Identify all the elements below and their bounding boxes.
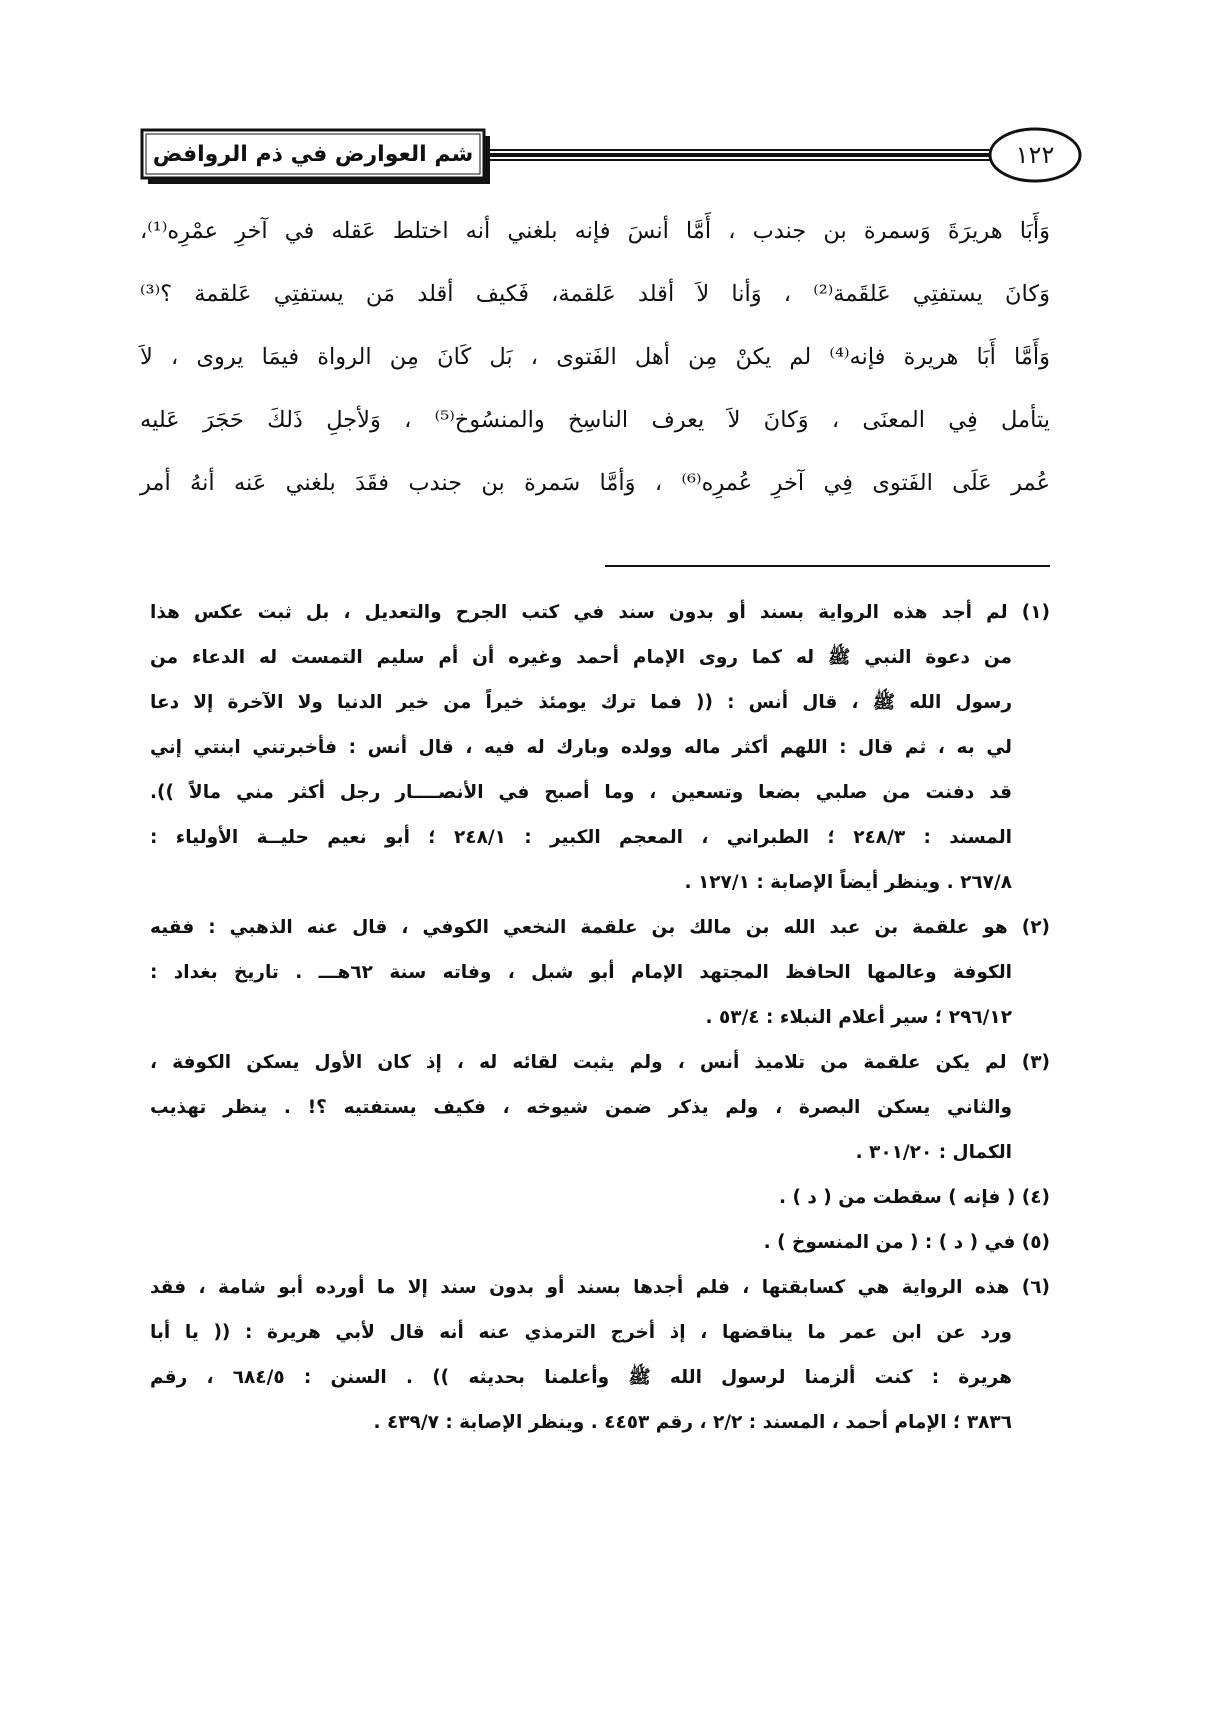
footnote-line (150, 1175, 1050, 1220)
footnote-line: رسول الله ﷺ ، قال أنس : (( فما ترك يومئذ خيراً من خير الدنيا ولا الآخرة إلا دعا (150, 692, 1012, 713)
main-text-line: وَأَبَا هريرَةَ وَسمرة بن جندب ، أَمَّا أنسَ فإنه بلغني أنه اختلط عَقله في آخرِ عمْرِه⁽¹⁾، (140, 218, 1050, 244)
footnote-line: الكمال : ٣٠١/٢٠ . (855, 1142, 1012, 1163)
footnote-line (150, 590, 1050, 635)
footnote-text: في ( د ) : ( من المنسوخ ) . (763, 1232, 1016, 1253)
main-text-line: عُمر عَلَى الفَتوى فِي آخرِ عُمرِه⁽⁶⁾ ، وَأمَّا سَمرة بن جندب فقَدَ بلغني عَنه أنهُ أمر (140, 470, 1050, 496)
main-text-line: يتأمل فِي المعنَى ، وَكانَ لاَ يعرف الناسِخ والمنسُوخ⁽⁵⁾ ، وَلأجلِ ذَلكَ حَجَرَ عَليه (140, 407, 1050, 433)
footnote-text: لم يكن علقمة من تلاميذ أنس ، ولم يثبت لقائه له ، إذ كان الأول يسكن الكوفة ، (150, 1052, 1007, 1073)
footnote-text: هو علقمة بن عبد الله بن مالك بن علقمة النخعي الكوفي ، قال عنه الذهبي : فقيه (150, 917, 1008, 938)
footnote-number: (١) (1021, 602, 1051, 623)
footnote-4 (150, 1175, 1050, 1220)
footnote-5 (150, 1220, 1050, 1265)
footnote-1 (150, 590, 1050, 905)
footnote-line (150, 1220, 1050, 1265)
footnote-line: ٢٩٦/١٢ ؛ سير أعلام النبلاء : ٥٣/٤ . (705, 1007, 1012, 1028)
footnote-line (150, 1040, 1050, 1085)
footnotes-block (150, 590, 1050, 1445)
footnote-text: هذه الرواية هي كسابقتها ، فلم أجدها بسند أو بدون سند إلا ما أورده أبو شامة ، فقد (150, 1277, 1010, 1298)
footnote-text: لم أجد هذه الرواية بسند أو بدون سند في كتب الجرح والتعديل ، بل ثبت عكس هذا (150, 602, 1008, 623)
footnote-line: والثاني يسكن البصرة ، ولم يذكر ضمن شيوخه ، فكيف يستفتيه ؟! . ينظر تهذيب (150, 1097, 1012, 1118)
footnote-number: (٣) (1021, 1052, 1050, 1073)
main-text-line: وَأَمَّا أَبَا هريرة فإنه⁽⁴⁾ لم يكنْ مِن أهل الفَتوى ، بَل كَانَ مِن الرواة فيمَا يروى ، لاَ (140, 344, 1050, 370)
footnote-3 (150, 1040, 1050, 1175)
footnote-number: (٦) (1021, 1277, 1050, 1298)
footnote-line: قد دفنت من صلبي بضعا وتسعين ، وما أصبح في الأنصــــار رجل أكثر مني مالاً )). (150, 782, 1012, 803)
running-header-title: شم العوارض في ذم الروافض (152, 142, 474, 167)
footnote-number: (٢) (1021, 917, 1050, 938)
footnote-separator (605, 565, 1050, 567)
footnote-2 (150, 905, 1050, 1040)
footnote-line: ٢٦٧/٨ . وينظر أيضاً الإصابة : ١٢٧/١ . (684, 872, 1012, 893)
footnote-number: (٥) (1021, 1232, 1050, 1253)
footnote-6 (150, 1265, 1050, 1445)
footnote-line: هريرة : كنت ألزمنا لرسول الله ﷺ وأعلمنا بحديثه )) . السنن : ٦٨٤/٥ ، رقم (150, 1367, 1013, 1388)
footnote-line: المسند : ٢٤٨/٣ ؛ الطبراني ، المعجم الكبير : ٢٤٨/١ ؛ أبو نعيم حليــة الأولياء : (150, 827, 1012, 848)
footnote-line: من دعوة النبي ﷺ له كما روى الإمام أحمد وغيره أن أم سليم التمست له الدعاء من (150, 647, 1012, 668)
footnote-text: ( فإنه ) سقطت من ( د ) . (779, 1187, 1016, 1208)
main-text-block (140, 200, 1050, 515)
footnote-line: الكوفة وعالمها الحافظ المجتهد الإمام أبو شبل ، وفاته سنة ٦٢هـــ . تاريخ بغداد : (150, 962, 1012, 983)
footnote-line: لي به ، ثم قال : اللهم أكثر ماله وولده وبارك له فيه ، قال أنس : فأخبرتني ابنتي إني (150, 737, 1012, 758)
footnote-number: (٤) (1021, 1187, 1050, 1208)
main-text-line: وَكانَ يستفتِي عَلقَمة⁽²⁾ ، وَأنا لاَ أقلد عَلقمة، فَكيف أقلد مَن يستفتِي عَلقمة ؟⁽³⁾ (140, 281, 1050, 307)
footnote-line: ٣٨٣٦ ؛ الإمام أحمد ، المسند : ٢/٢ ، رقم ٤٤٥٣ . وينظر الإصابة : ٤٣٩/٧ . (373, 1412, 1012, 1433)
footnote-line (150, 905, 1050, 950)
footnote-line (150, 1265, 1050, 1310)
footnote-line: ورد عن ابن عمر ما يناقضها ، إذ أخرج الترمذي عنه أنه قال لأبي هريرة : (( يا أبا (150, 1322, 1012, 1343)
page-number: ١٢٢ (1015, 141, 1055, 169)
